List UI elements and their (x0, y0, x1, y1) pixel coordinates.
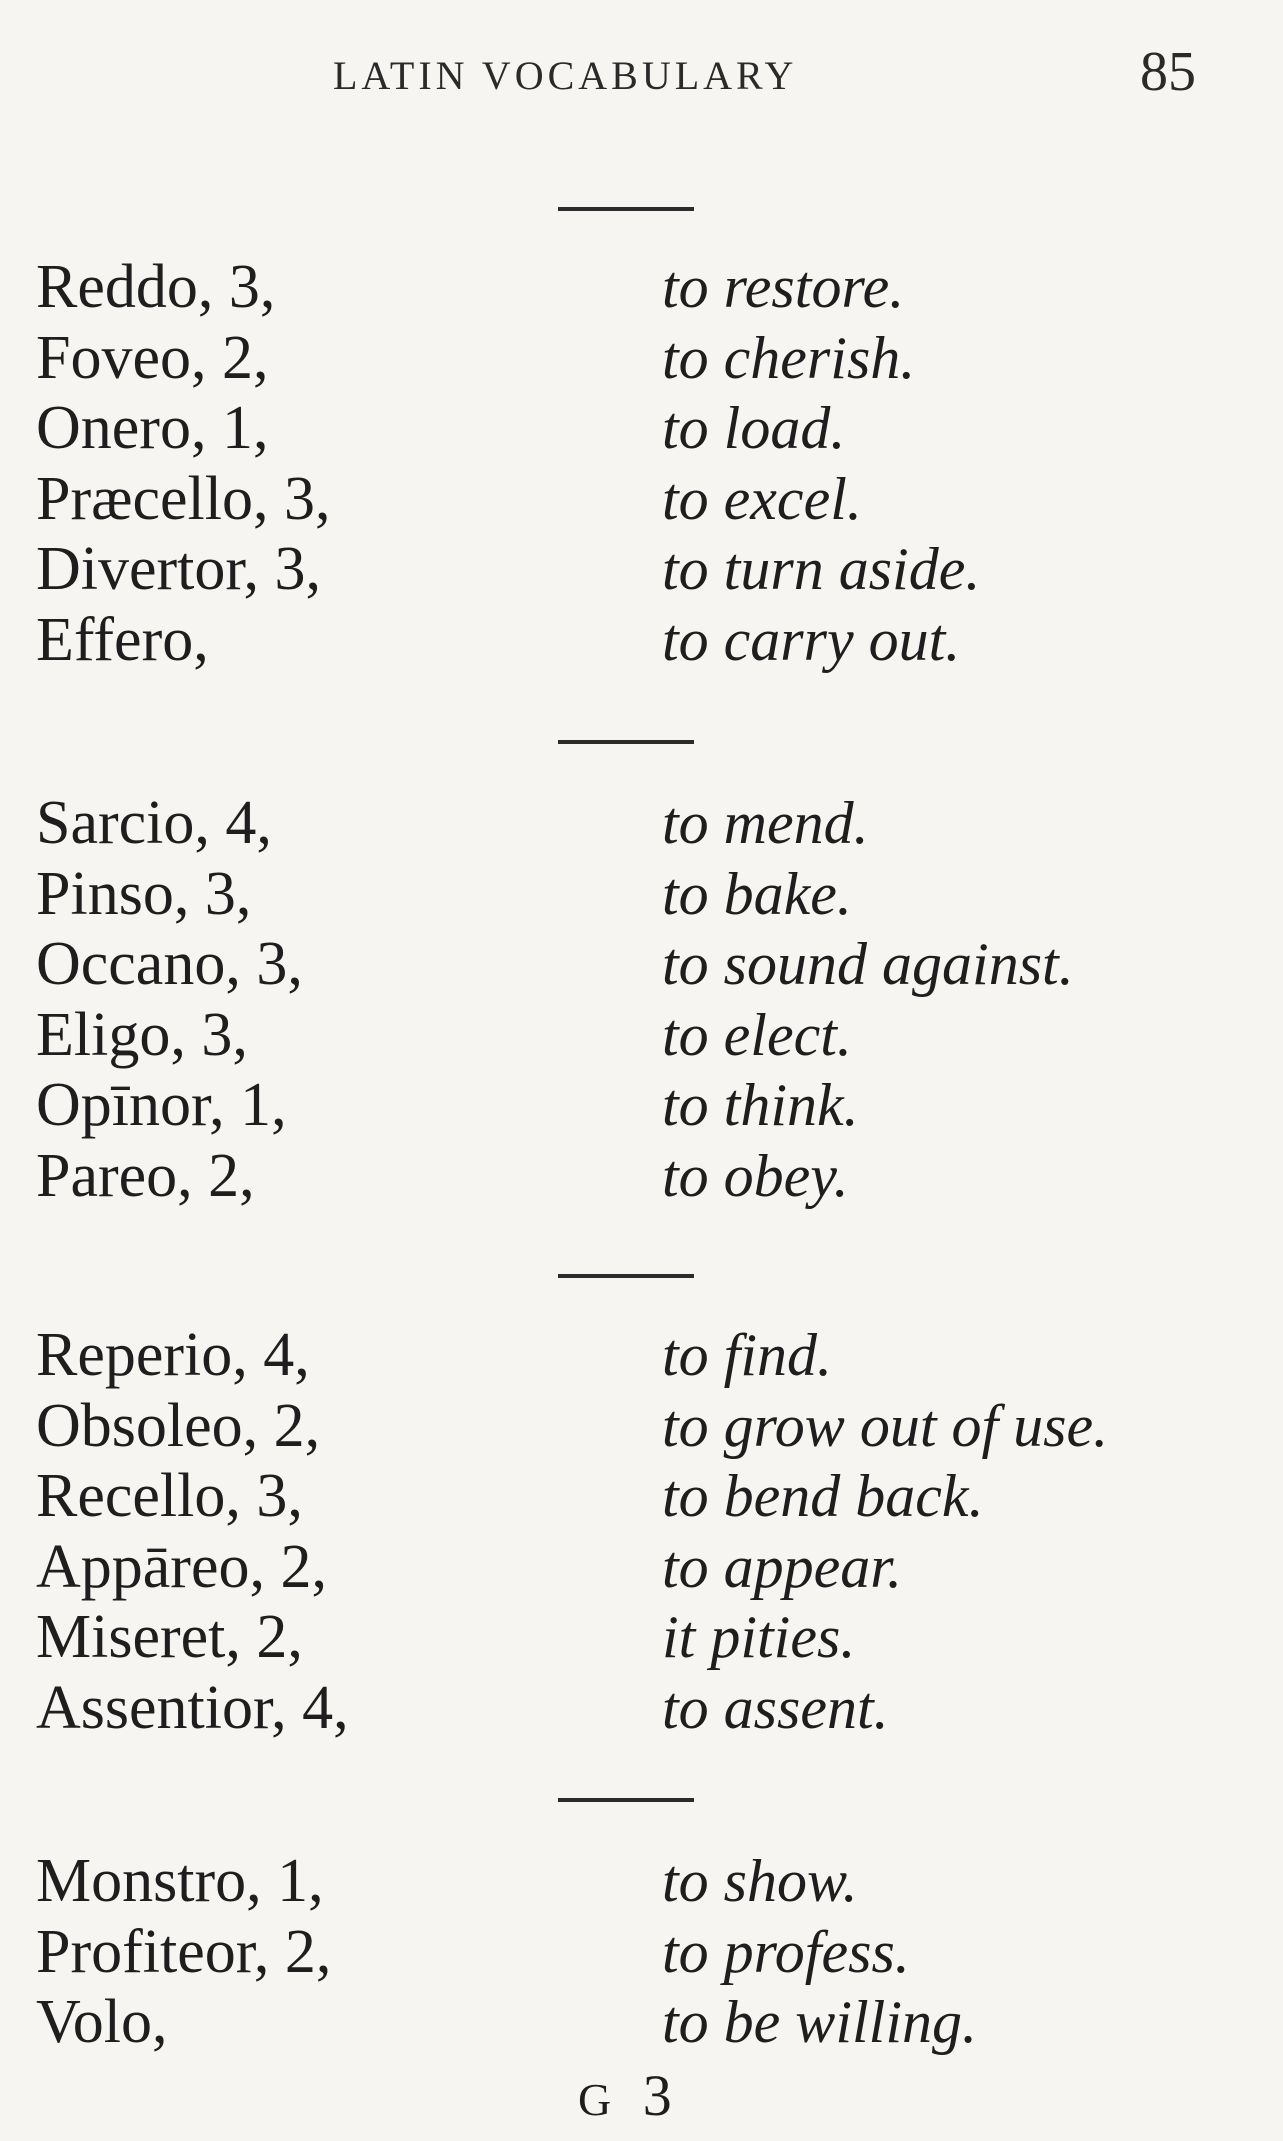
latin-word: Volo, (36, 1988, 168, 2057)
section-rule (558, 207, 694, 211)
english-meaning: to appear. (662, 1533, 902, 1600)
latin-word: Sarcio, 4, (36, 789, 272, 857)
vocabulary-entry (0, 1070, 1283, 1141)
vocabulary-entry (0, 1602, 1283, 1673)
latin-word: Recello, 3, (36, 1462, 303, 1531)
vocabulary-entry (0, 1673, 1283, 1744)
vocabulary-entry (0, 788, 1283, 859)
vocabulary-group (0, 252, 1283, 676)
page-title: LATIN VOCABULARY (333, 53, 798, 98)
signature-mark (578, 2062, 682, 2129)
english-meaning: to cherish. (662, 324, 916, 391)
latin-word: Præcello, 3, (36, 464, 331, 533)
vocabulary-entry (0, 605, 1283, 676)
latin-word: Pareo, 2, (36, 1141, 255, 1210)
english-meaning: to load. (662, 395, 846, 462)
english-meaning: to mend. (662, 790, 869, 856)
english-meaning: to be willing. (662, 1989, 977, 2056)
english-meaning: to excel. (662, 465, 862, 532)
signature-number: 3 (642, 2063, 682, 2128)
vocabulary-entry (0, 859, 1283, 930)
english-meaning: to grow out of use. (662, 1392, 1109, 1459)
vocabulary-entry (0, 1391, 1283, 1462)
vocabulary-entry (0, 464, 1283, 535)
latin-word: Miseret, 2, (36, 1603, 303, 1672)
section-rule (558, 1798, 694, 1802)
latin-word: Reperio, 4, (36, 1321, 310, 1389)
latin-word: Monstro, 1, (36, 1847, 324, 1915)
vocabulary-entry (0, 1461, 1283, 1532)
vocabulary-entry (0, 1532, 1283, 1603)
latin-word: Foveo, 2, (36, 323, 269, 392)
vocabulary-entry (0, 393, 1283, 464)
vocabulary-entry (0, 534, 1283, 605)
english-meaning: to bend back. (662, 1463, 984, 1530)
latin-word: Opīnor, 1, (36, 1071, 287, 1140)
signature-letter: G (578, 2074, 622, 2125)
vocabulary-entry (0, 252, 1283, 323)
vocabulary-entry (0, 1846, 1283, 1917)
vocabulary-group (0, 1846, 1283, 2058)
latin-word: Occano, 3, (36, 930, 303, 999)
latin-word: Reddo, 3, (36, 253, 276, 321)
latin-word: Profiteor, 2, (36, 1917, 332, 1986)
english-meaning: to show. (662, 1848, 858, 1914)
english-meaning: to sound against. (662, 931, 1074, 998)
vocabulary-entry (0, 929, 1283, 1000)
latin-word: Effero, (36, 605, 209, 674)
english-meaning: to find. (662, 1322, 833, 1388)
english-meaning: to elect. (662, 1001, 852, 1068)
vocabulary-entry (0, 1141, 1283, 1212)
english-meaning: to bake. (662, 860, 852, 927)
vocabulary-entry (0, 1000, 1283, 1071)
english-meaning: to carry out. (662, 606, 961, 673)
latin-word: Divertor, 3, (36, 535, 322, 604)
section-rule (558, 740, 694, 744)
english-meaning: to assent. (662, 1674, 889, 1741)
english-meaning: to think. (662, 1072, 859, 1139)
running-head (0, 40, 1283, 110)
vocabulary-group (0, 1320, 1283, 1744)
latin-word: Obsoleo, 2, (36, 1391, 321, 1460)
english-meaning: to restore. (662, 254, 905, 320)
vocabulary-entry (0, 1917, 1283, 1988)
latin-word: Eligo, 3, (36, 1000, 248, 1069)
latin-word: Assentior, 4, (36, 1673, 349, 1742)
page-number: 85 (1140, 41, 1196, 103)
vocabulary-entry (0, 1987, 1283, 2058)
section-rule (558, 1274, 694, 1278)
latin-word: Onero, 1, (36, 394, 269, 463)
vocabulary-group (0, 788, 1283, 1212)
latin-word: Appāreo, 2, (36, 1532, 327, 1601)
latin-word: Pinso, 3, (36, 859, 252, 928)
english-meaning: to turn aside. (662, 536, 981, 603)
vocabulary-entry (0, 1320, 1283, 1391)
english-meaning: it pities. (662, 1604, 856, 1671)
vocabulary-entry (0, 323, 1283, 394)
english-meaning: to profess. (662, 1918, 910, 1985)
english-meaning: to obey. (662, 1142, 849, 1209)
